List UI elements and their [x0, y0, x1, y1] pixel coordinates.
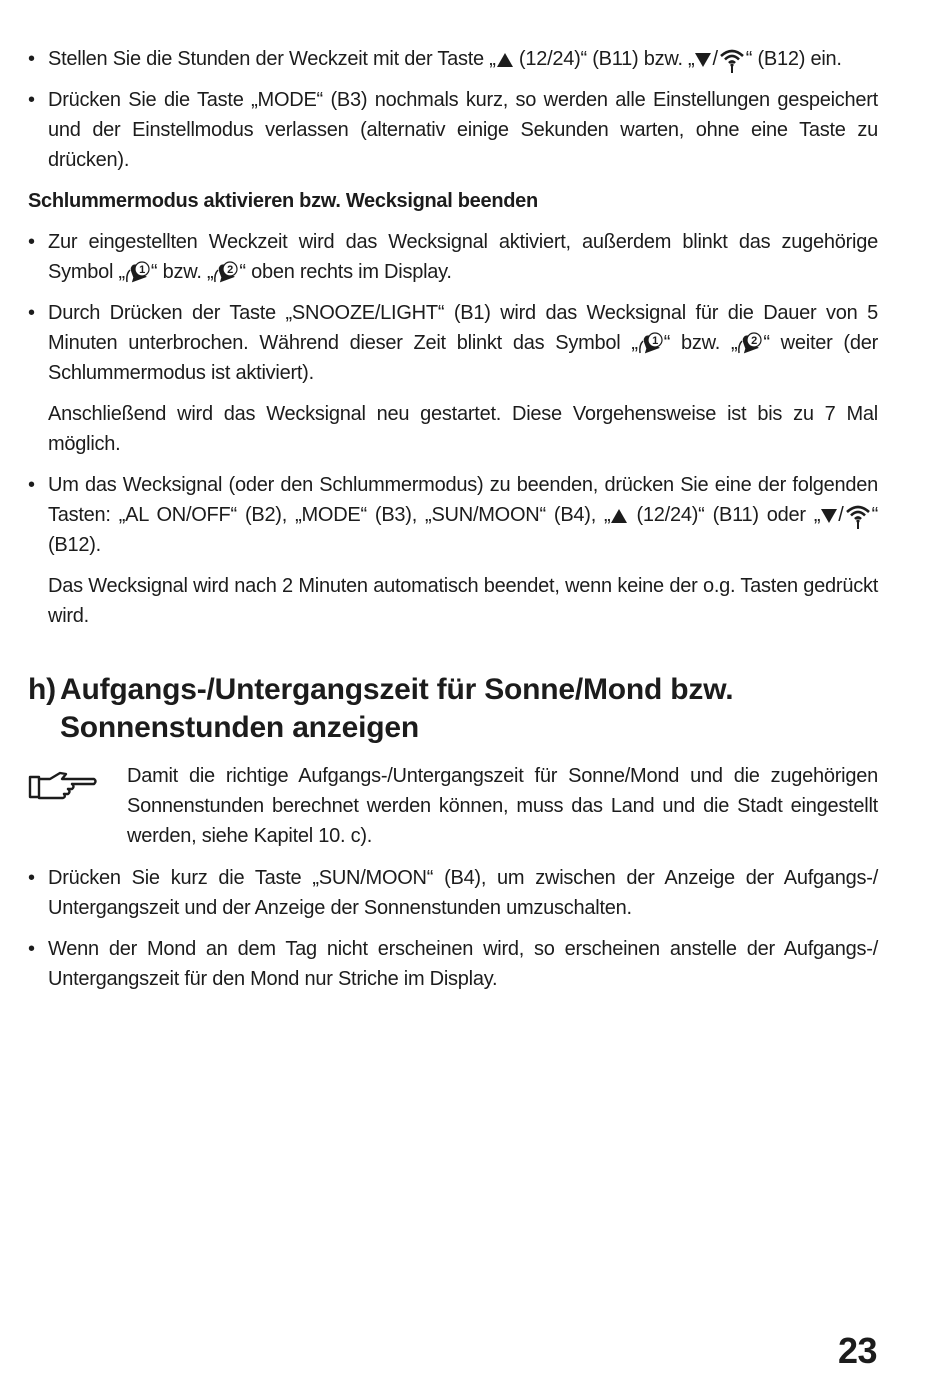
- item-text: Durch Drücken der Taste „SNOOZE/LIGHT“ (B1) wird das Wecksignal für die Dauer von 5 Minuten unterbrochen. Während dieser Zeit blinkt das Symbol „: [48, 302, 878, 354]
- item-text: Um das Wecksignal (oder den Schlummermodus) zu beenden, drücken Sie eine der folgenden Tasten: „AL ON/OFF“ (B2), „MODE“ (B3), „SUN/MOON“ (B4), „: [48, 474, 878, 526]
- svg-text:2: 2: [751, 334, 758, 347]
- item-text: (12/24)“ (B11) bzw. „: [513, 48, 695, 70]
- list-item: [28, 298, 878, 388]
- radio-signal-icon: [844, 503, 872, 529]
- page-number: 23: [838, 1330, 878, 1371]
- alarm-bell-2-icon: [213, 260, 239, 286]
- triangle-down-icon: [820, 508, 838, 524]
- item-text: “ oben rechts im Display.: [239, 261, 452, 283]
- note-block: [28, 761, 878, 851]
- list-item: [28, 470, 878, 560]
- subheading: Schlummermodus aktivieren bzw. Wecksignal beenden: [28, 190, 538, 212]
- triangle-up-icon: [610, 508, 628, 524]
- item-text: “ bzw. „: [663, 332, 738, 354]
- item-text: “ (B12) ein.: [745, 48, 842, 70]
- svg-text:1: 1: [138, 263, 145, 276]
- alarm-bell-1-icon: [638, 331, 664, 357]
- radio-signal-icon: [718, 47, 746, 73]
- pointing-hand-icon: [28, 769, 98, 801]
- list-item: • Drücken Sie die Taste „MODE“ (B3) nochmals kurz, so werden alle Einstellungen gespeichert und der Einstellmodus verlassen (alternativ einige Sekunden warten, ohne eine Taste zu drücken).: [28, 85, 878, 175]
- list-item: [28, 44, 878, 74]
- section-letter: h): [28, 673, 56, 706]
- item-text: “ bzw. „: [150, 261, 214, 283]
- item-text: “ (B12).: [48, 504, 879, 556]
- item-text: “ weiter (der Schlummermodus ist aktiviert).: [48, 332, 878, 384]
- item-text: /: [838, 504, 844, 526]
- svg-text:2: 2: [227, 263, 234, 276]
- svg-text:1: 1: [651, 334, 658, 347]
- indented-paragraph: Anschließend wird das Wecksignal neu gestartet. Diese Vorgehensweise ist bis zu 7 Mal möglich.: [48, 403, 878, 455]
- item-text: (12/24)“ (B11) oder „: [628, 504, 821, 526]
- page-content: [28, 44, 878, 1005]
- triangle-down-icon: [694, 52, 712, 68]
- item-text: Zur eingestellten Weckzeit wird das Wecksignal aktiviert, außerdem blinkt das zugehörige Symbol „: [48, 231, 878, 283]
- alarm-bell-1-icon: [125, 260, 151, 286]
- indented-paragraph: Das Wecksignal wird nach 2 Minuten automatisch beendet, wenn keine der o.g. Tasten gedrückt wird.: [48, 575, 878, 627]
- list-item: [28, 227, 878, 287]
- alarm-bell-2-icon: [737, 331, 763, 357]
- triangle-up-icon: [496, 52, 514, 68]
- list-item: • Wenn der Mond an dem Tag nicht erscheinen wird, so erscheinen anstelle der Aufgangs-/ Untergangszeit für den Mond nur Striche im Display.: [28, 934, 878, 994]
- item-text: Stellen Sie die Stunden der Weckzeit mit der Taste „: [48, 48, 496, 70]
- section-title-text: Aufgangs-/Untergangszeit für Sonne/Mond bzw. Sonnenstunden anzeigen: [60, 673, 734, 744]
- note-text: Damit die richtige Aufgangs-/Untergangszeit für Sonne/Mond und die zugehörigen Sonnenstunden berechnet werden können, muss das Land und die Stadt eingestellt werden, siehe Kapitel 10. c).: [127, 765, 878, 847]
- section-heading: [28, 671, 878, 747]
- item-text: /: [712, 48, 718, 70]
- list-item: • Drücken Sie kurz die Taste „SUN/MOON“ (B4), um zwischen der Anzeige der Aufgangs-/ Untergangszeit und der Anzeige der Sonnenstunden umzuschalten.: [28, 863, 878, 923]
